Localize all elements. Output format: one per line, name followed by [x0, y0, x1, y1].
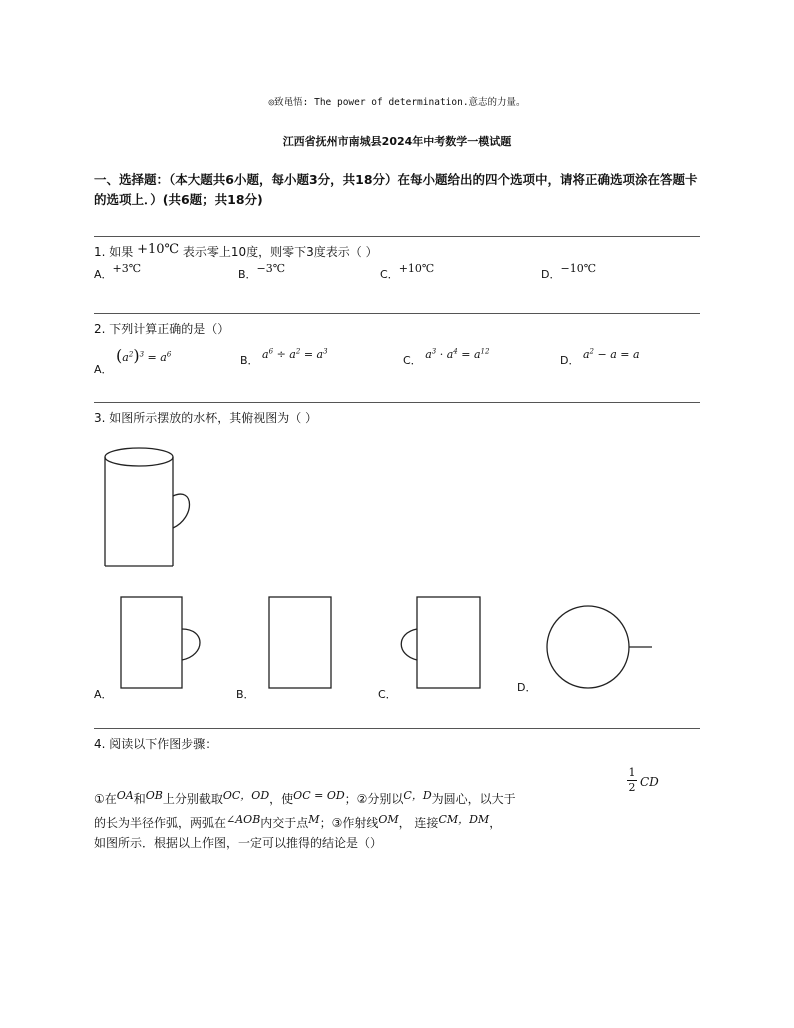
question-2-stem: 2. 下列计算正确的是（） — [94, 322, 230, 336]
option-label: D． — [541, 268, 561, 281]
q4-cd-length: CD — [640, 775, 659, 789]
q4-line-3: 如图所示．根据以上作图，一定可以推得的结论是（） — [94, 836, 383, 850]
q2-a-formula: $(a^2)^3 = a^6$ — [116, 346, 172, 365]
q1-pre: 1. 如果 — [94, 245, 134, 259]
option-value: −3℃ — [256, 262, 286, 275]
q4-text: ①在 — [94, 792, 117, 806]
q3-option-b-figure[interactable] — [269, 597, 331, 688]
q4-text: ；③作射线 — [319, 816, 379, 830]
q3-option-c-label[interactable]: C． — [378, 688, 397, 701]
q4-math: M — [308, 813, 320, 826]
option-label: A． — [94, 268, 113, 281]
q2-b-formula: $a^6 \div a^2 = a^3$ — [262, 347, 328, 361]
q4-text: 为圆心，以大于 — [431, 792, 516, 806]
motto-line: ◎致黾悟: The power of determination.意志的力量。 — [268, 97, 526, 108]
exam-title: 江西省抚州市南城县2024年中考数学一模试题 — [282, 135, 512, 148]
q4-text: 内交于点 — [260, 816, 309, 830]
q3-option-a-figure[interactable] — [121, 597, 200, 688]
q1-post: 表示零上10度，则零下3度表示（ ） — [182, 245, 378, 259]
section-heading: 一、选择题：（本大题共6小题，每小题3分，共18分）在每小题给出的四个选项中，请将正确选项涂在答题卡的选项上．）(共6题；共18分) — [94, 172, 698, 207]
q2-c-formula: $a^3 \cdot a^4 = a^{12}$ — [425, 347, 490, 361]
option-label: C． — [380, 268, 399, 281]
option-label: B． — [240, 354, 259, 367]
option-label: B． — [238, 268, 257, 281]
q4-math: ∠AOB — [226, 813, 261, 826]
q4-line-1 — [94, 790, 516, 807]
divider — [94, 728, 700, 729]
option-label: A． — [94, 363, 113, 376]
option-label: D． — [560, 354, 580, 367]
cup-rim — [105, 448, 173, 466]
q4-line-2 — [94, 814, 501, 831]
q4-text: 的长为半径作弧，两弧在 — [94, 816, 227, 830]
q4-math: OA — [116, 789, 134, 802]
q1-expr: +10℃ — [137, 242, 180, 257]
q4-text: ， — [489, 816, 502, 830]
q3-option-c-figure[interactable] — [401, 597, 480, 688]
option-value: +10℃ — [398, 262, 435, 275]
option-value: +3℃ — [112, 262, 142, 275]
q4-text: ， 连接 — [398, 816, 439, 830]
q4-math: CM，DM — [438, 813, 490, 826]
cup-figure — [105, 448, 190, 566]
q4-text: 和 — [133, 792, 146, 806]
q4-math: OB — [145, 789, 163, 802]
fraction-half — [627, 766, 637, 795]
q3-option-b-label[interactable]: B． — [236, 688, 255, 701]
q4-text: 上分别截取 — [162, 792, 223, 806]
q4-math: OC，OD — [222, 789, 270, 802]
q2-d-formula: $a^2 - a = a$ — [582, 347, 640, 361]
q3-option-a-label[interactable]: A． — [94, 688, 113, 701]
q4-text: ，使 — [269, 792, 294, 806]
fraction-numerator: 1 — [628, 766, 636, 779]
q3-option-d-label[interactable]: D． — [517, 681, 537, 694]
q4-text: ；②分别以 — [344, 792, 404, 806]
fraction-denominator: 2 — [628, 781, 636, 794]
q3-option-d-figure[interactable] — [547, 606, 652, 688]
option-label: C． — [403, 354, 422, 367]
cup-handle — [173, 494, 190, 528]
q4-math: C，D — [403, 789, 432, 802]
option-value: −10℃ — [560, 262, 597, 275]
q4-math: OM — [378, 813, 399, 826]
question-3-stem: 3. 如图所示摆放的水杯，其俯视图为（ ） — [94, 411, 318, 425]
question-4-stem: 4. 阅读以下作图步骤： — [94, 737, 218, 751]
q4-math: OC = OD — [293, 789, 345, 802]
